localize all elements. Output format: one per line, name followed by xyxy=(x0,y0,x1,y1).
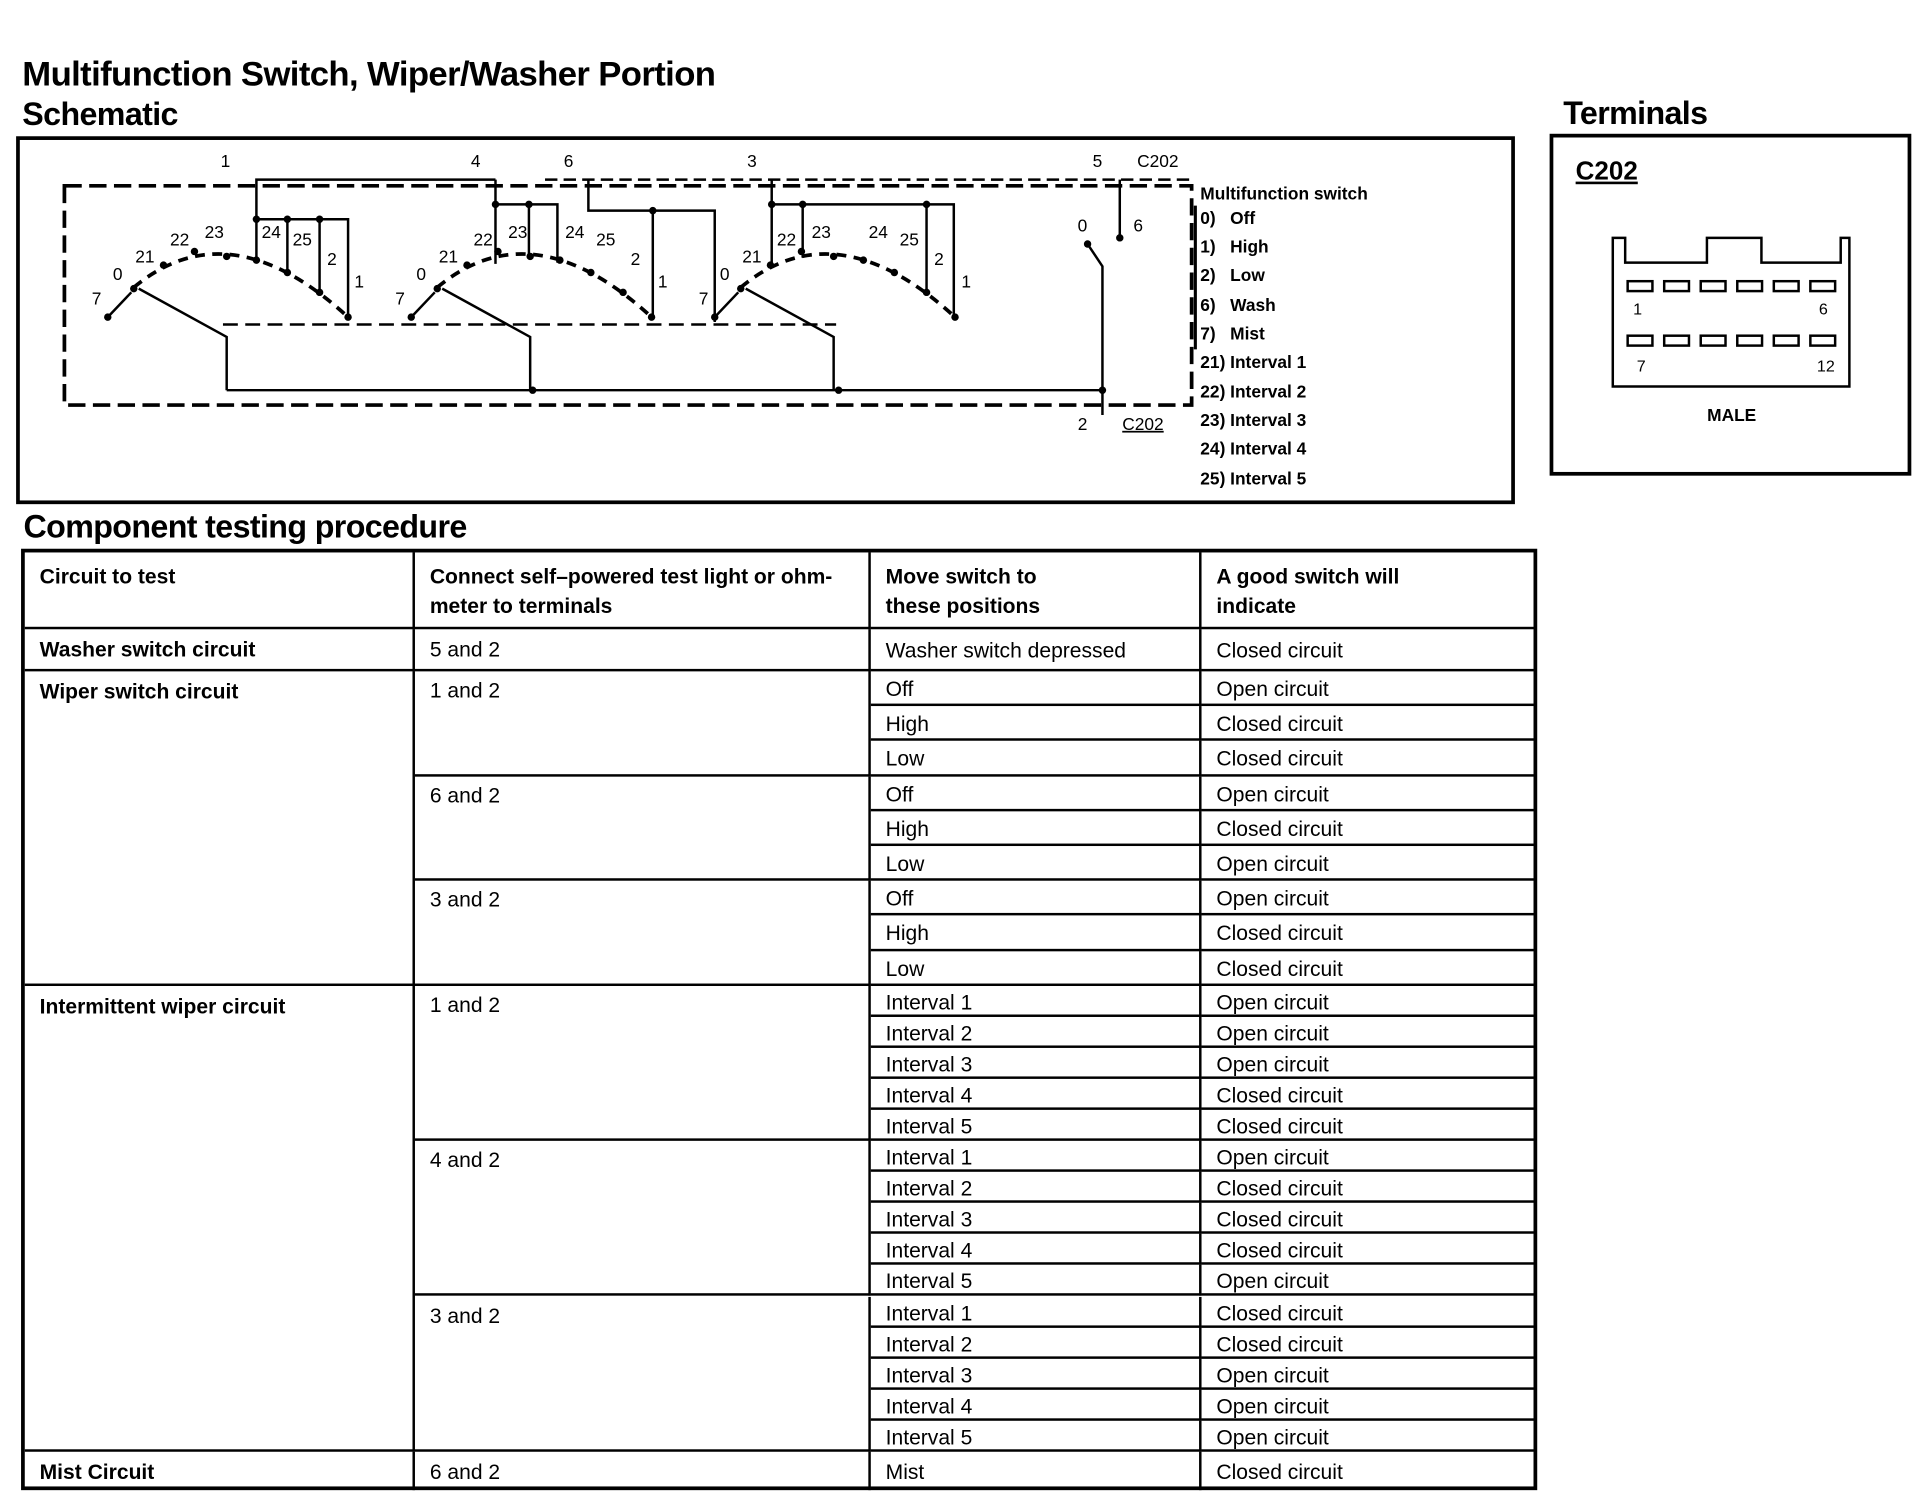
contact-label: 21 xyxy=(135,246,155,267)
switch-position xyxy=(871,671,1202,706)
expected-result-text: Closed circuit xyxy=(1216,1208,1343,1232)
connector-label: C202 xyxy=(1122,413,1164,434)
legend-item: 0) Off xyxy=(1200,208,1256,229)
switch-position xyxy=(871,1296,1202,1327)
expected-result xyxy=(1202,811,1534,846)
pin xyxy=(1628,336,1653,346)
expected-result-text: Open circuit xyxy=(1216,852,1329,876)
column-header xyxy=(415,552,871,629)
test-terminals-text: 4 and 2 xyxy=(429,1148,501,1172)
contact-label: 22 xyxy=(169,229,190,250)
circuit-name xyxy=(25,629,415,671)
contact-label: 22 xyxy=(473,229,493,250)
contact-label: 23 xyxy=(811,221,831,242)
column-header-text: Circuit to test xyxy=(39,564,176,589)
switch-position xyxy=(871,1203,1202,1234)
switch-position xyxy=(871,881,1202,916)
expected-result-text: Closed circuit xyxy=(1216,1083,1343,1108)
expected-result xyxy=(1202,1327,1534,1358)
test-terminals-text: 5 and 2 xyxy=(429,637,501,662)
pin xyxy=(1737,336,1762,346)
switch-position-text: High xyxy=(885,712,929,737)
pin xyxy=(1664,336,1689,346)
switch-position xyxy=(871,951,1202,986)
expected-result xyxy=(1202,1452,1534,1490)
pin xyxy=(1737,281,1762,291)
contact-label: 23 xyxy=(204,221,224,242)
switch-position xyxy=(871,1048,1202,1079)
expected-result xyxy=(1202,741,1534,776)
switch-position-text: Interval 1 xyxy=(885,1301,973,1325)
expected-result-text: Closed circuit xyxy=(1216,1301,1343,1325)
expected-result xyxy=(1202,671,1534,706)
switch-position-text: Mist xyxy=(885,1460,925,1484)
switch-position xyxy=(871,986,1202,1017)
contact-label: 25 xyxy=(596,229,616,250)
expected-result xyxy=(1202,1203,1534,1234)
column-header-text: Move switch to these positions xyxy=(885,564,1041,619)
pin-label: 6 xyxy=(1818,300,1828,319)
test-terminals xyxy=(415,1296,871,1451)
pin-label: 7 xyxy=(1636,357,1646,376)
expected-result-text: Open circuit xyxy=(1216,1270,1329,1294)
expected-result-text: Closed circuit xyxy=(1216,957,1343,981)
contact-label: 7 xyxy=(698,288,709,309)
expected-result-text: Open circuit xyxy=(1216,1052,1329,1077)
expected-result-text: Open circuit xyxy=(1216,990,1329,1015)
expected-result-text: Open circuit xyxy=(1216,677,1329,702)
expected-result-text: Closed circuit xyxy=(1216,1460,1343,1484)
switch-position-text: Interval 5 xyxy=(885,1425,973,1449)
connector-label: C202 xyxy=(1137,151,1179,172)
expected-result-text: Closed circuit xyxy=(1216,639,1343,663)
pin xyxy=(1628,281,1653,291)
switch-position-text: Interval 5 xyxy=(885,1270,973,1294)
test-terminals-text: 1 and 2 xyxy=(429,678,501,703)
switch-position xyxy=(871,741,1202,776)
switch-position-text: Interval 4 xyxy=(885,1394,973,1418)
test-terminals-text: 3 and 2 xyxy=(429,1303,501,1328)
switch-position xyxy=(871,1110,1202,1141)
switch-position-text: Low xyxy=(885,852,925,876)
switch-position xyxy=(871,629,1202,671)
connector-name: C202 xyxy=(1575,155,1638,186)
switch-position xyxy=(871,1017,1202,1048)
switch-position-text: High xyxy=(885,817,929,841)
page-title: Multifunction Switch, Wiper/Washer Portion xyxy=(22,54,716,93)
expected-result-text: Closed circuit xyxy=(1216,1114,1343,1139)
expected-result-text: Closed circuit xyxy=(1216,1332,1343,1356)
circuit-name xyxy=(25,1452,415,1490)
test-terminals xyxy=(415,986,871,1141)
contact-label: 2 xyxy=(327,249,337,270)
contact-label: 0 xyxy=(112,263,123,284)
pin xyxy=(1774,336,1799,346)
switch-position-text: Interval 3 xyxy=(885,1052,973,1077)
switch-position-text: Interval 4 xyxy=(885,1239,973,1263)
terminal-label: 3 xyxy=(747,151,757,172)
expected-result xyxy=(1202,1079,1534,1110)
test-terminals-text: 3 and 2 xyxy=(429,888,501,912)
expected-result-text: Closed circuit xyxy=(1216,1177,1343,1201)
contact-label: 7 xyxy=(91,288,102,309)
switch-position-text: Off xyxy=(885,677,914,702)
pin-label: 12 xyxy=(1816,357,1835,376)
switch-position xyxy=(871,776,1202,811)
legend-item: 25) Interval 5 xyxy=(1200,468,1307,489)
switch-position-text: Low xyxy=(885,747,925,771)
contact-label: 7 xyxy=(395,288,405,309)
switch-position-text: Washer switch depressed xyxy=(885,639,1126,663)
test-terminals xyxy=(415,671,871,776)
expected-result xyxy=(1202,916,1534,951)
switch-position xyxy=(871,846,1202,881)
terminals-heading: Terminals xyxy=(1563,94,1708,132)
expected-result xyxy=(1202,1048,1534,1079)
terminal-label: 5 xyxy=(1092,151,1103,172)
switch-position xyxy=(871,1141,1202,1172)
pin-label: 1 xyxy=(1633,300,1643,319)
switch-position xyxy=(871,1327,1202,1358)
legend-item: 7) Mist xyxy=(1200,323,1265,344)
circuit-name-text: Mist Circuit xyxy=(39,1460,155,1484)
switch-position xyxy=(871,1358,1202,1389)
legend-item: 22) Interval 2 xyxy=(1200,381,1307,402)
terminal-label: 1 xyxy=(220,151,231,172)
expected-result-text: Closed circuit xyxy=(1216,922,1343,946)
test-terminals xyxy=(415,1452,871,1490)
procedure-heading: Component testing procedure xyxy=(23,507,467,546)
column-header xyxy=(25,552,415,629)
expected-result xyxy=(1202,1234,1534,1265)
expected-result xyxy=(1202,1296,1534,1327)
connector-outline xyxy=(1613,238,1850,387)
switch-position-text: Interval 2 xyxy=(885,1177,973,1201)
switch-position-text: Interval 1 xyxy=(885,990,973,1015)
contact-label: 1 xyxy=(657,271,668,292)
switch-position-text: Interval 1 xyxy=(885,1145,973,1170)
expected-result xyxy=(1202,1389,1534,1420)
switch-position xyxy=(871,1452,1202,1490)
contact-label: 21 xyxy=(438,246,459,267)
pin xyxy=(1701,281,1726,291)
test-terminals-text: 1 and 2 xyxy=(429,993,501,1017)
switch-position-text: Interval 2 xyxy=(885,1021,973,1046)
expected-result xyxy=(1202,881,1534,916)
contact-label: 24 xyxy=(261,221,281,242)
legend-item: 6) Wash xyxy=(1200,294,1276,315)
expected-result xyxy=(1202,1420,1534,1451)
terminal-label: 4 xyxy=(470,151,481,172)
switch-position xyxy=(871,916,1202,951)
contact-label: 24 xyxy=(868,221,888,242)
legend-item: 24) Interval 4 xyxy=(1200,438,1307,459)
expected-result-text: Open circuit xyxy=(1216,1021,1329,1046)
expected-result xyxy=(1202,846,1534,881)
switch-position xyxy=(871,1234,1202,1265)
expected-result xyxy=(1202,986,1534,1017)
terminal-label: 2 xyxy=(1077,413,1088,434)
expected-result xyxy=(1202,1172,1534,1203)
switch-position xyxy=(871,706,1202,741)
expected-result xyxy=(1202,706,1534,741)
switch-position xyxy=(871,1265,1202,1296)
expected-result xyxy=(1202,1110,1534,1141)
legend-item: 21) Interval 1 xyxy=(1200,351,1307,372)
contact-label: 22 xyxy=(776,229,797,250)
expected-result xyxy=(1202,1265,1534,1296)
switch-position-text: Interval 3 xyxy=(885,1363,973,1387)
contact-label: 0 xyxy=(416,263,426,284)
contact-label: 21 xyxy=(742,246,762,267)
circuit-name-text: Intermittent wiper circuit xyxy=(39,994,286,1018)
schematic-heading: Schematic xyxy=(22,95,178,133)
column-header xyxy=(871,552,1202,629)
contact-label: 1 xyxy=(961,271,972,292)
expected-result-text: Open circuit xyxy=(1216,1145,1329,1170)
switch-position xyxy=(871,811,1202,846)
column-header-text: A good switch will indicate xyxy=(1216,564,1400,619)
circuit-name xyxy=(25,671,415,985)
column-header xyxy=(1202,552,1534,629)
column-header-text: Connect self–powered test light or ohm- meter to terminals xyxy=(429,564,833,619)
legend-item: 2) Low xyxy=(1200,265,1265,286)
terminal-label: 6 xyxy=(563,151,574,172)
contact-label: 25 xyxy=(292,229,312,250)
test-terminals-text: 6 and 2 xyxy=(429,1460,501,1484)
test-terminals xyxy=(415,1141,871,1296)
expected-result xyxy=(1202,1017,1534,1048)
contact-label: 24 xyxy=(565,221,585,242)
switch-position-text: Interval 4 xyxy=(885,1083,973,1108)
contact-label: 25 xyxy=(899,229,919,250)
circuit-name-text: Washer switch circuit xyxy=(39,637,256,662)
circuit-name-text: Wiper switch circuit xyxy=(39,680,239,704)
expected-result-text: Open circuit xyxy=(1216,887,1329,911)
pin xyxy=(1810,281,1835,291)
switch-position-text: Off xyxy=(885,782,914,806)
contact-label: 0 xyxy=(719,263,730,284)
contact-label: 2 xyxy=(934,249,944,270)
expected-result-text: Closed circuit xyxy=(1216,747,1343,771)
pin xyxy=(1810,336,1835,346)
pin xyxy=(1701,336,1726,346)
expected-result-text: Closed circuit xyxy=(1216,1239,1343,1263)
component-testing-table xyxy=(21,549,1537,1490)
expected-result xyxy=(1202,1141,1534,1172)
expected-result-text: Closed circuit xyxy=(1216,817,1343,841)
switch-position-text: Interval 5 xyxy=(885,1114,973,1139)
switch-position xyxy=(871,1079,1202,1110)
test-terminals xyxy=(415,776,871,881)
position-label: 0 xyxy=(1077,215,1088,236)
connector-c202-diagram xyxy=(0,0,1920,520)
position-label: 6 xyxy=(1133,215,1144,236)
expected-result xyxy=(1202,1358,1534,1389)
switch-position-text: Interval 3 xyxy=(885,1208,973,1232)
switch-position xyxy=(871,1420,1202,1451)
expected-result xyxy=(1202,776,1534,811)
expected-result-text: Open circuit xyxy=(1216,782,1329,806)
contact-label: 23 xyxy=(508,221,528,242)
contact-label: 2 xyxy=(630,249,641,270)
expected-result-text: Closed circuit xyxy=(1216,712,1343,737)
switch-position-text: Off xyxy=(885,887,914,911)
switch-position xyxy=(871,1389,1202,1420)
switch-position xyxy=(871,1172,1202,1203)
expected-result xyxy=(1202,951,1534,986)
legend-title: Multifunction switch xyxy=(1200,183,1368,204)
legend-item: 1) High xyxy=(1200,236,1269,257)
switch-position-text: Low xyxy=(885,957,925,981)
expected-result-text: Open circuit xyxy=(1216,1425,1329,1449)
switch-position-text: High xyxy=(885,922,929,946)
connector-gender: MALE xyxy=(1707,405,1757,426)
switch-position-text: Interval 2 xyxy=(885,1332,973,1356)
pin xyxy=(1664,281,1689,291)
expected-result-text: Open circuit xyxy=(1216,1363,1329,1387)
contact-label: 1 xyxy=(354,271,365,292)
pin xyxy=(1774,281,1799,291)
test-terminals xyxy=(415,629,871,671)
expected-result xyxy=(1202,629,1534,671)
test-terminals xyxy=(415,881,871,986)
circuit-name xyxy=(25,986,415,1452)
test-terminals-text: 6 and 2 xyxy=(429,783,501,808)
expected-result-text: Open circuit xyxy=(1216,1394,1329,1418)
legend-item: 23) Interval 3 xyxy=(1200,410,1307,431)
